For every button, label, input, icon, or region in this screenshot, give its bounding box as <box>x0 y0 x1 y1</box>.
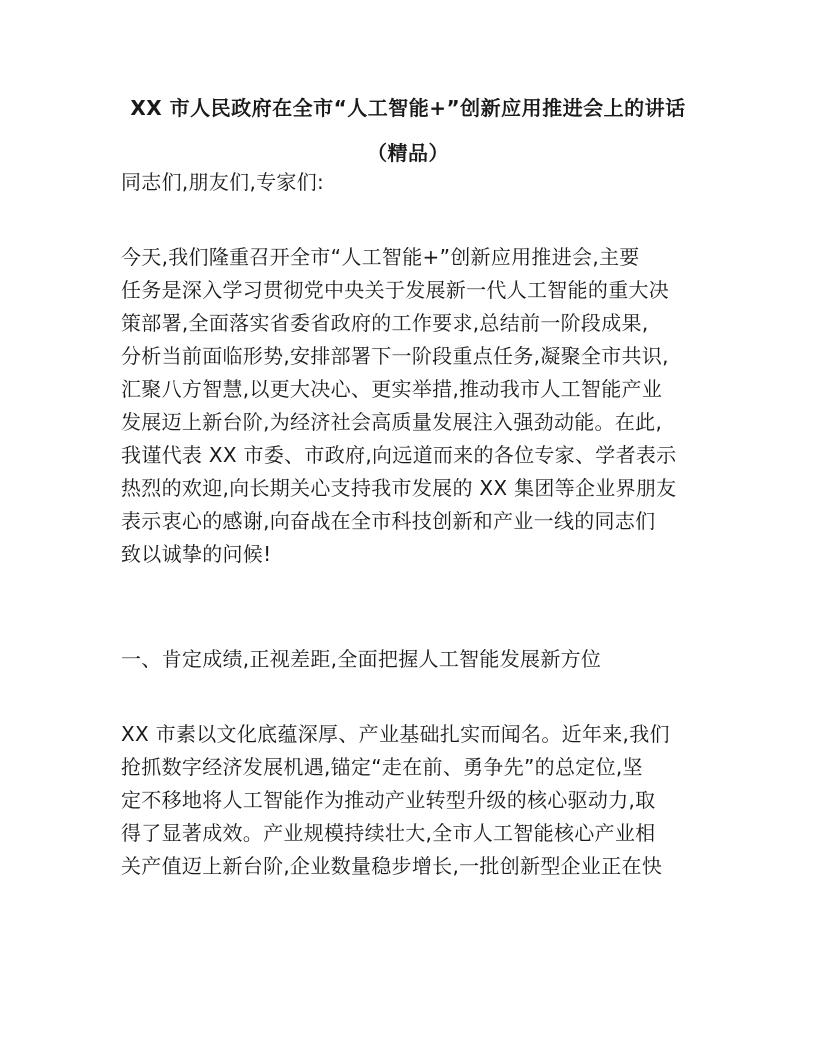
paragraph-line: 定不移地将人工智能作为推动产业转型升级的核心驱动力,取 <box>121 788 656 812</box>
opening-paragraph <box>121 241 701 571</box>
paragraph-line: 我谨代表 XX 市委、市政府,向远道而来的各位专家、学者表示 <box>121 443 677 467</box>
paragraph-line: 分析当前面临形势,安排部署下一阶段重点任务,凝聚全市共识, <box>121 344 669 368</box>
paragraph-line: 热烈的欢迎,向长期关心支持我市发展的 XX 集团等企业界朋友 <box>121 476 677 500</box>
document-subtitle: （精品） <box>367 141 449 165</box>
section-paragraph <box>121 718 701 883</box>
paragraph-line: 致以诚挚的问候! <box>121 542 272 566</box>
paragraph-line: 任务是深入学习贯彻党中央关于发展新一代人工智能的重大决 <box>121 278 670 302</box>
document-title: XX 市人民政府在全市“人工智能+”创新应用推进会上的讲话 <box>130 96 686 120</box>
paragraph-line: XX 市素以文化底蕴深厚、产业基础扎实而闻名。近年来,我们 <box>121 722 670 746</box>
paragraph-line: 得了显著成效。产业规模持续壮大,全市人工智能核心产业相 <box>121 821 656 845</box>
paragraph-line: 今天,我们隆重召开全市“人工智能+”创新应用推进会,主要 <box>121 245 640 269</box>
paragraph-line: 发展迈上新台阶,为经济社会高质量发展注入强劲动能。在此, <box>121 410 663 434</box>
paragraph-line: 策部署,全面落实省委省政府的工作要求,总结前一阶段成果, <box>121 311 649 335</box>
salutation-text: 同志们,朋友们,专家们: <box>121 170 325 194</box>
paragraph-line: 表示衷心的感谢,向奋战在全市科技创新和产业一线的同志们 <box>121 509 656 533</box>
paragraph-line: 汇聚八方智慧,以更大决心、更实举措,推动我市人工智能产业 <box>121 377 663 401</box>
paragraph-line: 关产值迈上新台阶,企业数量稳步增长,一批创新型企业正在快 <box>121 854 663 878</box>
section-heading <box>121 643 701 676</box>
section-heading-text: 一、肯定成绩,正视差距,全面把握人工智能发展新方位 <box>121 647 602 671</box>
paragraph-line: 抢抓数字经济发展机遇,锚定“走在前、勇争先”的总定位,坚 <box>121 755 643 779</box>
salutation <box>121 166 701 199</box>
